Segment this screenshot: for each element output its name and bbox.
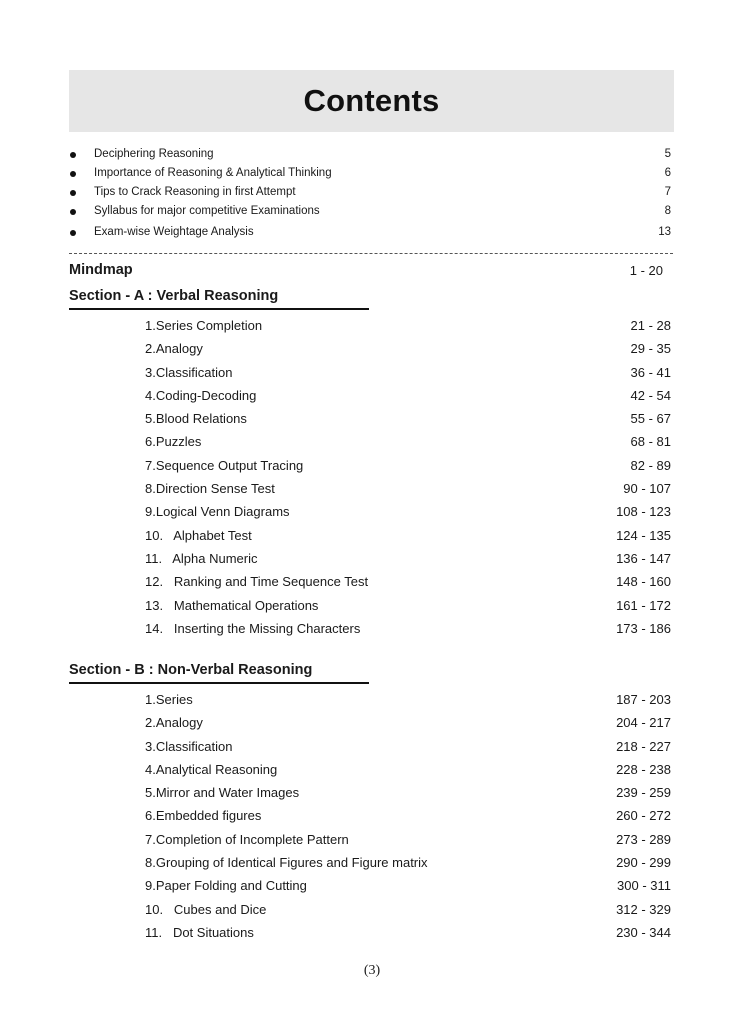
intro-item-page: 13 [658, 226, 671, 238]
toc-item-title: 1.Series [145, 692, 193, 707]
intro-item[interactable] [69, 184, 673, 203]
toc-item-pages: 21 - 28 [630, 318, 671, 333]
toc-item-title: 7.Completion of Incomplete Pattern [145, 831, 349, 847]
toc-item-title: 10. Cubes and Dice [145, 901, 267, 917]
dashed-divider [69, 253, 673, 254]
intro-item-title: Syllabus for major competitive Examinations [94, 205, 320, 217]
section-a-heading: Section - A : Verbal Reasoning [69, 288, 369, 310]
intro-item-page: 5 [664, 148, 671, 160]
toc-item-pages: 124 - 135 [616, 527, 671, 543]
intro-item-page: 7 [664, 186, 671, 198]
toc-item-title: 4.Analytical Reasoning [145, 761, 278, 777]
toc-item-pages: 239 - 259 [616, 785, 671, 801]
toc-item-pages: 173 - 186 [616, 620, 671, 636]
mindmap-pages: 1 - 20 [629, 263, 663, 278]
toc-item-title: 11. Alpha Numeric [145, 550, 258, 566]
toc-item[interactable] [145, 736, 673, 759]
toc-item[interactable] [145, 618, 673, 641]
toc-item-pages: 148 - 160 [616, 574, 671, 590]
toc-item-title: 9.Paper Folding and Cutting [145, 878, 307, 894]
toc-item-title: 5.Mirror and Water Images [145, 785, 300, 801]
toc-item-pages: 230 - 344 [616, 924, 671, 940]
toc-item[interactable] [145, 689, 673, 712]
toc-item[interactable] [145, 595, 673, 618]
intro-list [69, 146, 673, 243]
toc-item[interactable] [145, 899, 673, 922]
toc-item-title: 5.Blood Relations [145, 411, 247, 427]
mindmap-entry[interactable] [69, 262, 673, 282]
bullet-dot-icon [70, 209, 76, 215]
intro-item-title: Deciphering Reasoning [94, 148, 214, 160]
toc-item[interactable] [145, 362, 673, 385]
section-b-list [145, 689, 673, 945]
page-title: Contents [303, 83, 440, 118]
toc-item-pages: 228 - 238 [616, 761, 671, 777]
toc-item-pages: 312 - 329 [616, 901, 671, 917]
toc-item-title: 2.Analogy [145, 715, 203, 731]
toc-item-title: 12. Ranking and Time Sequence Test [145, 574, 369, 590]
toc-item-title: 8.Direction Sense Test [145, 481, 275, 497]
toc-item-pages: 136 - 147 [616, 550, 671, 566]
toc-item-title: 3.Classification [145, 364, 233, 380]
toc-item[interactable] [145, 875, 673, 898]
toc-item-pages: 68 - 81 [630, 434, 671, 450]
toc-item-pages: 204 - 217 [616, 715, 671, 731]
toc-item[interactable] [145, 712, 673, 735]
toc-item-title: 8.Grouping of Identical Figures and Figure matrix [145, 855, 428, 871]
intro-item-page: 6 [664, 167, 671, 179]
bullet-dot-icon [70, 230, 76, 236]
toc-item[interactable] [145, 338, 673, 361]
toc-item-pages: 29 - 35 [630, 341, 671, 357]
intro-item[interactable] [69, 165, 673, 184]
toc-item-pages: 82 - 89 [630, 457, 671, 473]
toc-item-title: 1.Series Completion [145, 318, 263, 333]
toc-item[interactable] [145, 805, 673, 828]
toc-item-title: 4.Coding-Decoding [145, 387, 257, 403]
intro-item[interactable] [69, 146, 673, 165]
toc-item[interactable] [145, 431, 673, 454]
toc-item[interactable] [145, 548, 673, 571]
toc-item-pages: 260 - 272 [616, 808, 671, 824]
toc-item-pages: 290 - 299 [616, 855, 671, 871]
intro-item-title: Importance of Reasoning & Analytical Thinking [94, 167, 332, 179]
bullet-dot-icon [70, 190, 76, 196]
intro-item[interactable] [69, 203, 673, 222]
contents-title-banner [69, 70, 674, 132]
toc-item[interactable] [145, 525, 673, 548]
toc-item[interactable] [145, 315, 673, 338]
bullet-dot-icon [70, 171, 76, 177]
toc-item-pages: 108 - 123 [616, 504, 671, 520]
toc-item[interactable] [145, 408, 673, 431]
intro-item[interactable] [69, 224, 673, 243]
intro-item-title: Exam-wise Weightage Analysis [94, 226, 254, 238]
toc-item-pages: 218 - 227 [616, 738, 671, 754]
toc-item-title: 14. Inserting the Missing Characters [145, 620, 361, 636]
toc-item[interactable] [145, 922, 673, 945]
toc-item[interactable] [145, 501, 673, 524]
toc-item-title: 7.Sequence Output Tracing [145, 457, 304, 473]
toc-item-title: 3.Classification [145, 738, 233, 754]
toc-item-title: 11. Dot Situations [145, 924, 254, 940]
section-b-heading: Section - B : Non-Verbal Reasoning [69, 662, 369, 684]
toc-item-title: 6.Puzzles [145, 434, 202, 450]
intro-item-page: 8 [664, 205, 671, 217]
toc-item[interactable] [145, 759, 673, 782]
toc-item[interactable] [145, 478, 673, 501]
toc-item[interactable] [145, 571, 673, 594]
bullet-dot-icon [70, 152, 76, 158]
toc-item[interactable] [145, 829, 673, 852]
toc-item-pages: 300 - 311 [617, 878, 671, 894]
toc-item-title: 6.Embedded figures [145, 808, 262, 824]
toc-item-pages: 36 - 41 [630, 364, 671, 380]
toc-item-title: 10. Alphabet Test [145, 527, 252, 543]
mindmap-title: Mindmap [69, 262, 133, 278]
page-number: (3) [363, 963, 381, 978]
toc-item-pages: 55 - 67 [630, 411, 671, 427]
toc-item-pages: 42 - 54 [630, 387, 671, 403]
toc-item[interactable] [145, 455, 673, 478]
toc-item-title: 9.Logical Venn Diagrams [145, 504, 290, 520]
toc-item[interactable] [145, 852, 673, 875]
toc-item-title: 2.Analogy [145, 341, 203, 357]
toc-item-pages: 90 - 107 [623, 481, 671, 497]
toc-item-pages: 161 - 172 [616, 597, 671, 613]
toc-item-title: 13. Mathematical Operations [145, 597, 319, 613]
toc-item[interactable] [145, 782, 673, 805]
toc-item-pages: 273 - 289 [616, 831, 671, 847]
toc-item-pages: 187 - 203 [616, 692, 671, 707]
intro-item-title: Tips to Crack Reasoning in first Attempt [94, 186, 296, 198]
section-a-list [145, 315, 673, 641]
toc-item[interactable] [145, 385, 673, 408]
